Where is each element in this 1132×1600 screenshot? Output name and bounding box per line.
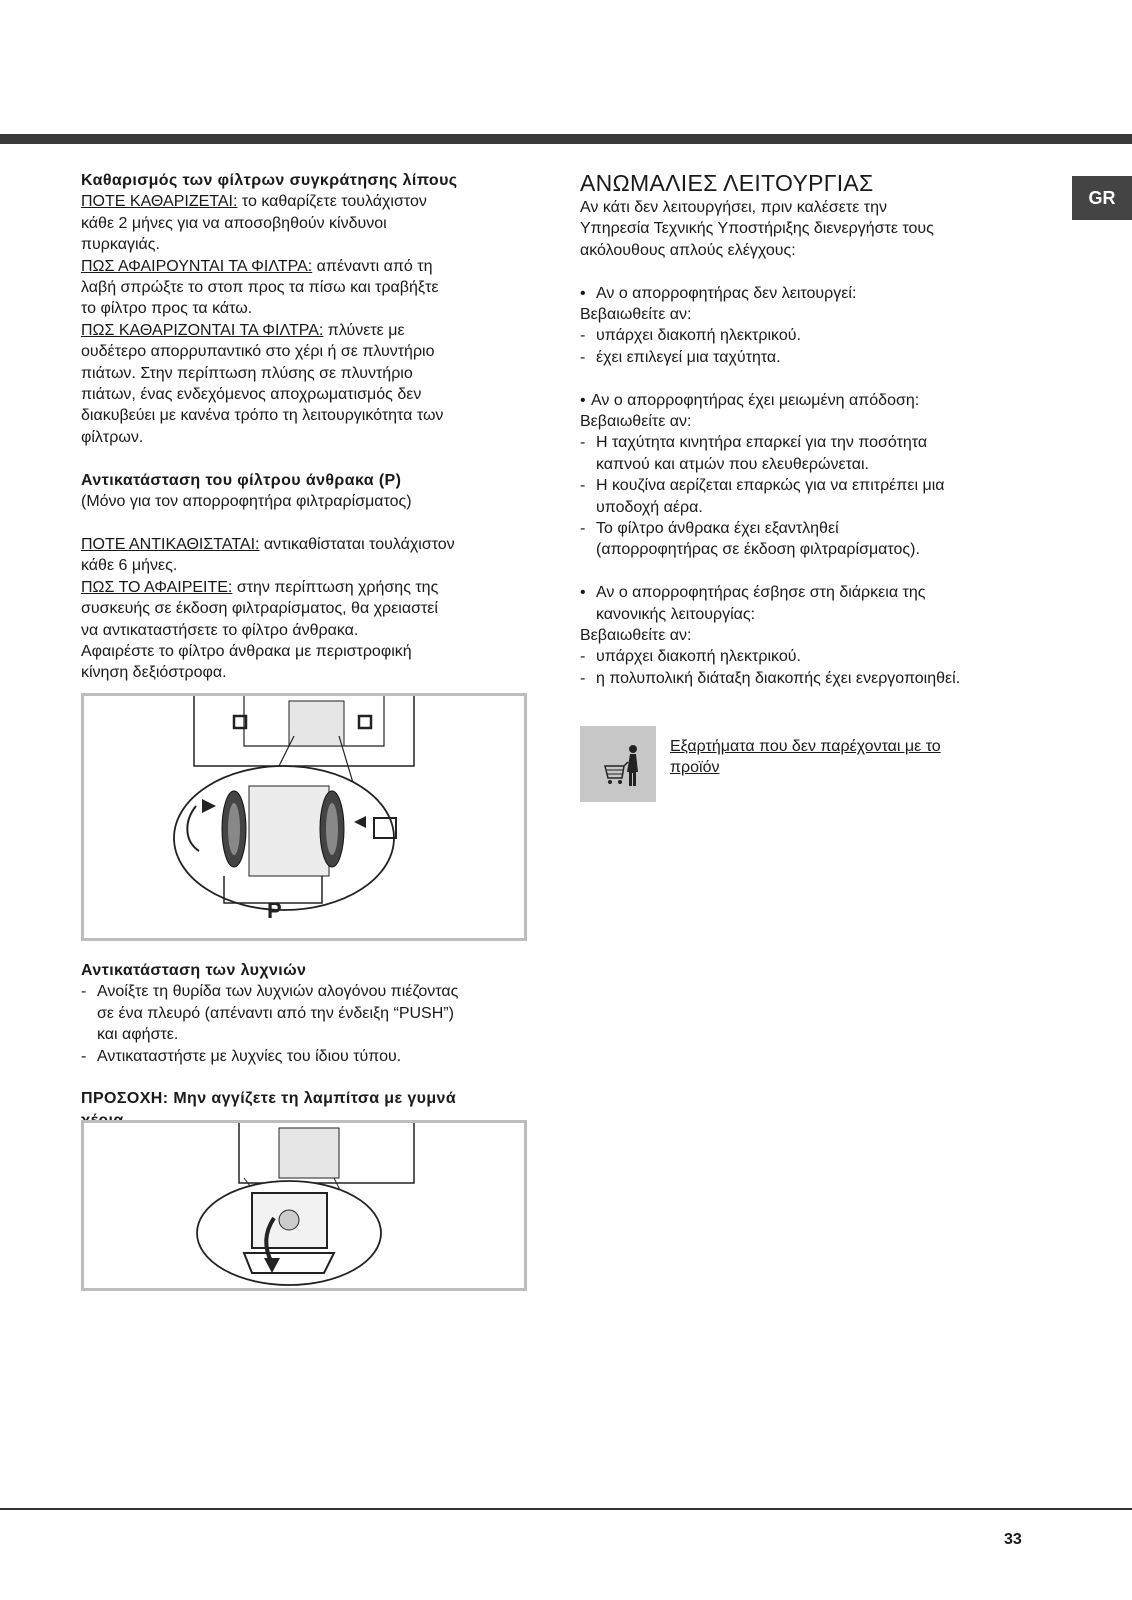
text-line: πυρκαγιάς. [81, 236, 160, 254]
left-column [81, 170, 531, 684]
text-line: να αντικαταστήσετε το φίλτρο άνθρακα. [81, 621, 359, 639]
list-item-cont: κανονικής λειτουργίας: [596, 605, 756, 623]
text-line: το φίλτρο προς τα κάτω. [81, 300, 253, 318]
text-line: ουδέτερο απορρυπαντικό στο χέρι ή σε πλυντήριο [81, 343, 435, 361]
grease-filter-heading: Καθαρισμός των φίλτρων συγκράτησης λίπους [81, 172, 458, 189]
footer-rule [0, 1508, 1132, 1510]
header-bar [0, 134, 1132, 144]
text-line: Αφαιρέστε το φίλτρο άνθρακα με περιστροφική [81, 642, 412, 660]
page-number: 33 [1004, 1531, 1022, 1548]
list-item-cont: και αφήστε. [97, 1026, 179, 1044]
list-item: - Ανοίξτε τη θυρίδα των λυχνιών αλογόνου πιέζοντας [81, 983, 459, 1001]
text-line: κάθε 2 μήνες για να αποσοβηθούν κίνδυνοι [81, 214, 387, 232]
paragraph: ΠΩΣ ΚΑΘΑΡΙΖΟΝΤΑΙ ΤΑ ΦΙΛΤΡΑ: πλύνετε με [81, 321, 405, 339]
filter-p-label: P [267, 898, 282, 923]
text-line: φίλτρων. [81, 428, 144, 446]
list-item: - η πολυπολική διάταξη διακοπής έχει ενεργοποιηθεί. [580, 669, 961, 687]
accessories-note [580, 726, 1050, 806]
lamp-figure [81, 1120, 527, 1291]
bullet-item: • Αν ο απορροφητήρας έχει μειωμένη απόδοση: [580, 391, 920, 409]
troubleshooting-title: ΑΝΩΜΑΛΙΕΣ ΛΕΙΤΟΥΡΓΙΑΣ [580, 170, 874, 196]
list-item-cont: σε ένα πλευρό (απέναντι από την ένδειξη “PUSH”) [97, 1004, 454, 1022]
text-line: Βεβαιωθείτε αν: [580, 306, 692, 324]
carbon-filter-heading: Αντικατάσταση του φίλτρου άνθρακα (P) [81, 471, 402, 489]
paragraph: ΠΩΣ ΤΟ ΑΦΑΙΡΕΙΤΕ: στην περίπτωση χρήσης της [81, 578, 439, 596]
text-line: Αν κάτι δεν λειτουργήσει, πριν καλέσετε την [580, 199, 888, 216]
text-line: ακόλουθους απλούς ελέγχους: [580, 241, 796, 259]
list-item: - υπάρχει διακοπή ηλεκτρικού. [580, 648, 801, 666]
text-line: Εξαρτήματα που δεν παρέχονται με το [670, 738, 941, 755]
warning-line: ΠΡΟΣΟΧΗ: Μην αγγίζετε τη λαμπίτσα με γυμνά [81, 1090, 457, 1108]
text-line: πιάτων, ένας ενδεχόμενος αποχρωματισμός δεν [81, 386, 422, 404]
right-column [580, 170, 1050, 689]
text-line: πιάτων. Στην περίπτωση πλύσης σε πλυντήριο [81, 364, 413, 382]
lamp-section [81, 960, 531, 1131]
carbon-filter-figure [81, 693, 527, 941]
bullet-item: • Αν ο απορροφητήρας έσβησε στη διάρκεια της [580, 584, 926, 602]
text-line: Υπηρεσία Τεχνικής Υποστήριξης διενεργήστε τους [580, 220, 934, 238]
list-item: - Αντικαταστήστε με λυχνίες του ίδιου τύπου. [81, 1047, 402, 1065]
paragraph: ΠΟΤΕ ΑΝΤΙΚΑΘΙΣΤΑΤΑΙ: αντικαθίσταται τουλάχιστον [81, 535, 455, 553]
language-tab: GR [1072, 176, 1132, 220]
list-item: - υπάρχει διακοπή ηλεκτρικού. [580, 327, 801, 345]
bullet-item: • Αν ο απορροφητήρας δεν λειτουργεί: [580, 284, 857, 302]
text-line: προϊόν [670, 759, 720, 777]
text-line: κάθε 6 μήνες. [81, 557, 178, 575]
list-item: - Το φίλτρο άνθρακα έχει εξαντληθεί [580, 520, 839, 538]
text-line: συσκευής σε έκδοση φιλτραρίσματος, θα χρειαστεί [81, 600, 438, 618]
text-line: λαβή σπρώξτε το στοπ προς τα πίσω και τραβήξτε [81, 279, 439, 297]
text-line: διακυβεύει με κανένα τρόπο τη λειτουργικότητα των [81, 407, 444, 425]
list-item: - έχει επιλεγεί μια ταχύτητα. [580, 348, 781, 366]
list-item-cont: (απορροφητήρας σε έκδοση φιλτραρίσματος). [596, 541, 920, 559]
paragraph: ΠΩΣ ΑΦΑΙΡΟΥΝΤΑΙ ΤΑ ΦΙΛΤΡΑ: απέναντι από τη [81, 257, 433, 275]
text-line: (Μόνο για τον απορροφητήρα φιλτραρίσματος) [81, 493, 412, 511]
paragraph: ΠΟΤΕ ΚΑΘΑΡΙΖΕΤΑΙ: το καθαρίζετε τουλάχιστον [81, 193, 427, 211]
text-line: Βεβαιωθείτε αν: [580, 413, 692, 431]
shopping-cart-person-icon [580, 726, 656, 802]
text-line: κίνηση δεξιόστροφα. [81, 664, 227, 682]
list-item: - Η ταχύτητα κινητήρα επαρκεί για την ποσότητα [580, 434, 928, 452]
lamp-heading: Αντικατάσταση των λυχνιών [81, 962, 307, 979]
list-item: - Η κουζίνα αερίζεται επαρκώς για να επιτρέπει μια [580, 477, 945, 495]
list-item-cont: καπνού και ατμών που ελευθερώνεται. [596, 455, 869, 473]
accessories-link[interactable] [670, 736, 1010, 779]
list-item-cont: υποδοχή αέρα. [596, 498, 703, 516]
text-line: Βεβαιωθείτε αν: [580, 627, 692, 645]
